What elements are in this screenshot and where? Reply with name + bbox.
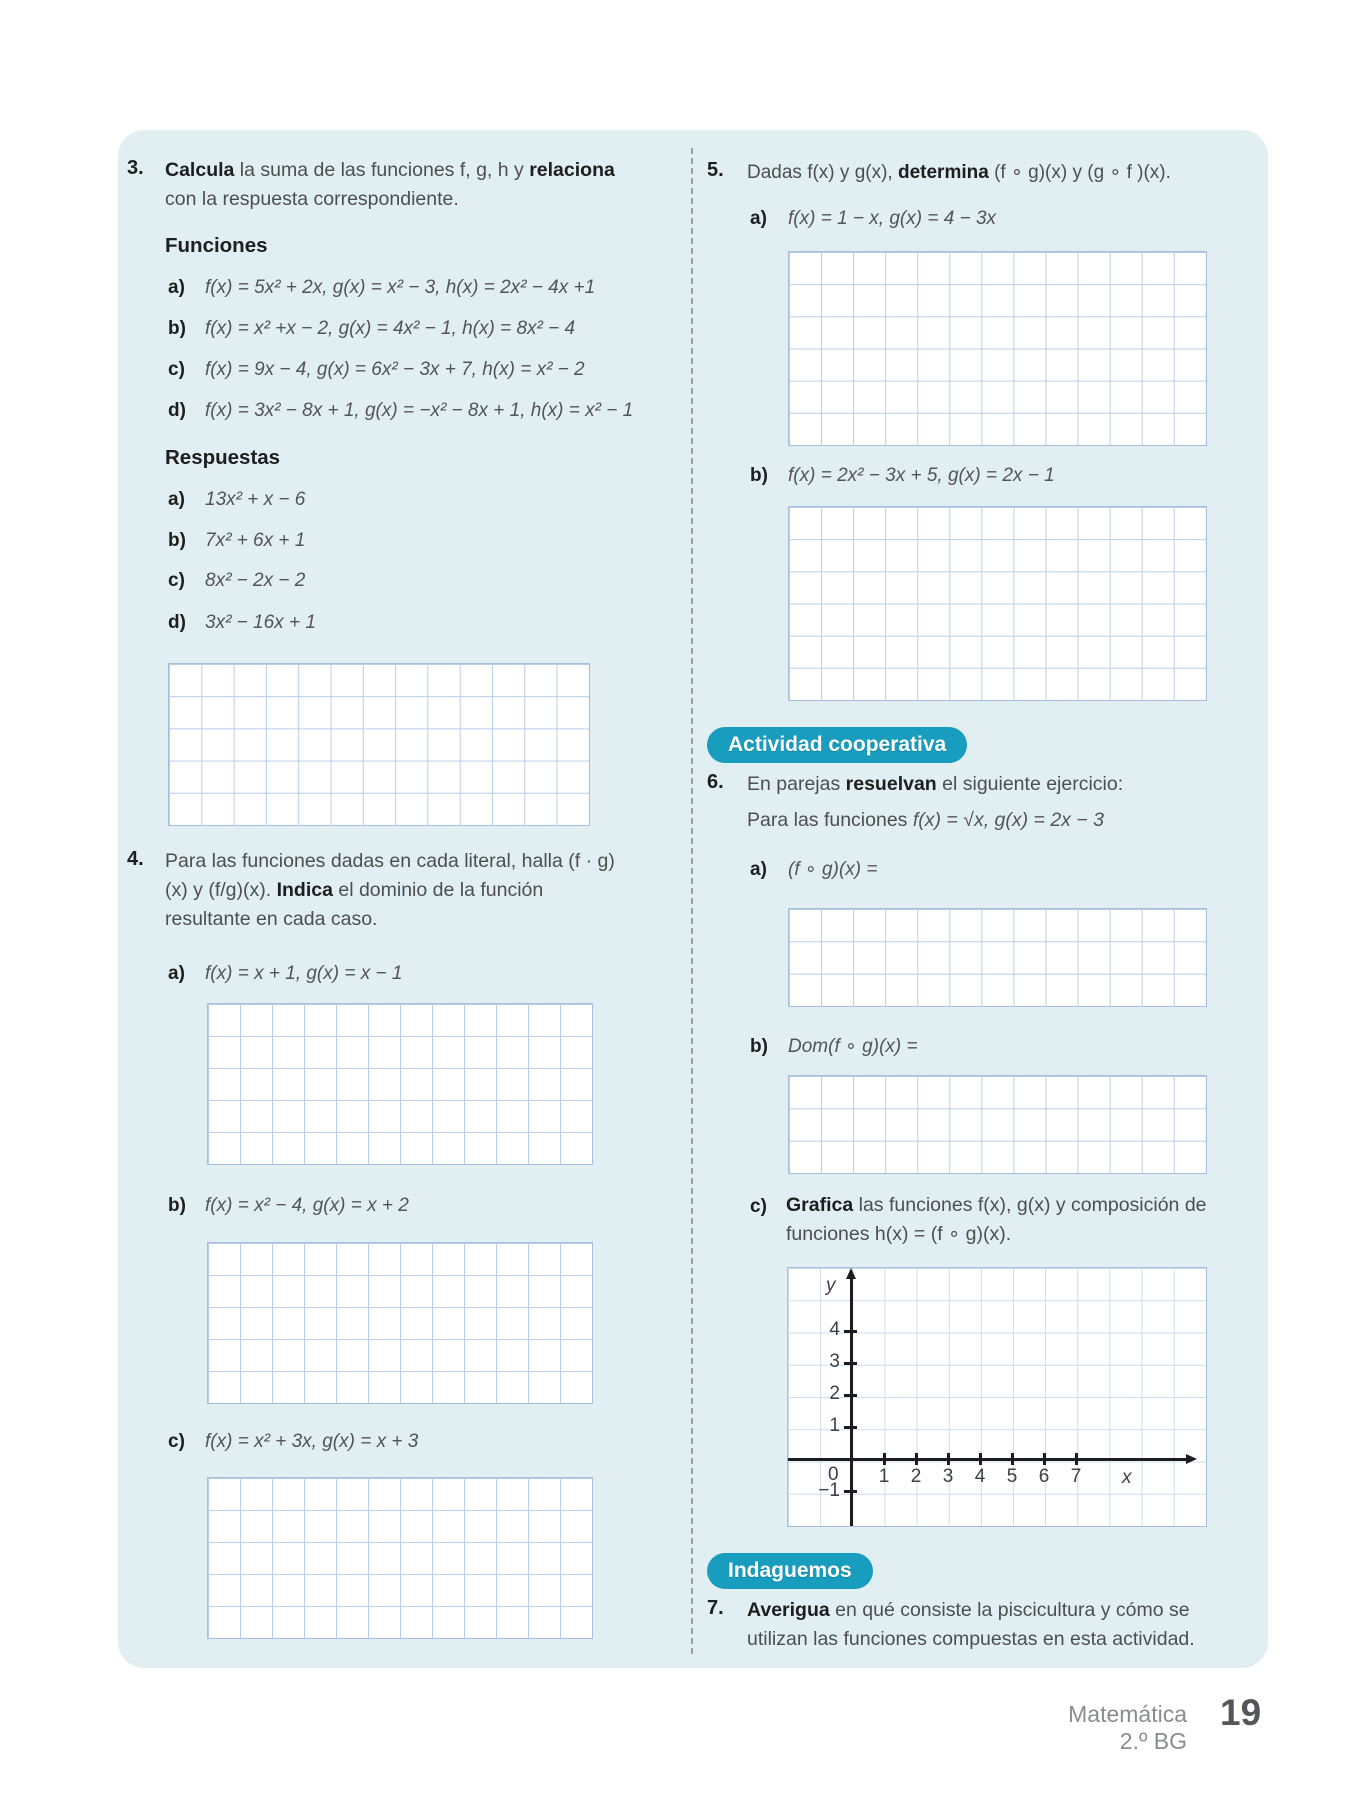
exercise-7-intro (747, 1596, 1205, 1654)
funciones-heading: Funciones (165, 234, 268, 257)
item-formula: 3x² − 16x + 1 (205, 612, 316, 633)
item-formula: f(x) = 9x − 4, g(x) = 6x² − 3x + 7, h(x) = x² − 2 (205, 359, 585, 380)
y-tick-label: 2 (829, 1383, 840, 1404)
footer-course (975, 1701, 1187, 1755)
x-tick-label: 4 (974, 1466, 986, 1487)
exercise-6-item-c (750, 1191, 1208, 1249)
item-formula: f(x) = x² + 3x, g(x) = x + 3 (205, 1431, 419, 1452)
answer-grid-ex5a (788, 251, 1207, 446)
item-formula: f(x) = 2x² − 3x + 5, g(x) = 2x − 1 (788, 465, 1055, 486)
exercise-6-item-c-text: las funciones f(x), g(x) y composición de funciones h(x) = (f ∘ g)(x). (786, 1194, 1207, 1245)
y-tick-label: 3 (829, 1351, 840, 1372)
exercise-5-item-a (750, 208, 996, 230)
y-tick (844, 1394, 857, 1397)
item-label: d) (168, 400, 186, 421)
y-tick-label: 4 (829, 1319, 840, 1340)
indaguemos-badge: Indaguemos (707, 1553, 873, 1589)
exercise-6-line2-formula: f(x) = √x, g(x) = 2x − 3 (912, 809, 1104, 831)
answer-grid-ex4c (207, 1477, 593, 1639)
x-tick (947, 1453, 950, 1465)
answer-grid-ex6b (788, 1075, 1207, 1174)
footer-course-grade: 2.º BG (1119, 1728, 1187, 1754)
item-label: c) (750, 1196, 767, 1217)
item-label: a) (750, 208, 767, 229)
footer-course-name: Matemática (1068, 1701, 1187, 1727)
exercise-4-intro (165, 847, 615, 934)
x-tick-label: 5 (1006, 1466, 1018, 1487)
origin-label: 0 (828, 1464, 839, 1485)
exercise-3-intro-text-2: con la respuesta correspondiente. (165, 188, 459, 210)
x-tick-label: 7 (1070, 1466, 1082, 1487)
item-label: b) (168, 530, 186, 551)
item-label: a) (168, 489, 185, 510)
item-formula: Dom(f ∘ g)(x) = (788, 1036, 918, 1057)
item-formula: f(x) = x + 1, g(x) = x − 1 (205, 963, 403, 984)
y-axis (850, 1276, 853, 1526)
x-tick (979, 1453, 982, 1465)
y-tick-neg (844, 1490, 857, 1493)
exercise-3-intro-text-1: la suma de las funciones f, g, h y (234, 159, 530, 181)
item-label: d) (168, 612, 186, 633)
exercise-5-intro-bold-1: determina (897, 162, 989, 183)
x-tick-label: 2 (910, 1466, 922, 1487)
exercise-6-item-b (750, 1035, 918, 1058)
item-label: a) (168, 277, 185, 298)
column-divider (691, 148, 693, 1654)
exercise-3-intro (165, 156, 615, 214)
exercise-6-item-c-bold: Grafica (786, 1194, 854, 1216)
x-axis (788, 1458, 1188, 1461)
item-formula: f(x) = x² +x − 2, g(x) = 4x² − 1, h(x) = 8x² − 4 (205, 318, 576, 339)
x-tick (1075, 1453, 1078, 1465)
x-axis-label: x (1122, 1467, 1132, 1488)
exercise-6-intro-bold-1: resuelvan (845, 773, 937, 795)
exercise-5-intro (747, 158, 1171, 187)
item-formula: 7x² + 6x + 1 (205, 530, 306, 551)
respuesta-item-d (168, 612, 316, 634)
exercise-4-intro-bold-1: Indica (276, 879, 333, 901)
answer-grid-ex4a (207, 1003, 593, 1165)
y-tick (844, 1330, 857, 1333)
y-tick-label: 1 (829, 1415, 840, 1436)
y-tick (844, 1426, 857, 1429)
item-label: c) (168, 570, 185, 591)
item-formula: f(x) = x² − 4, g(x) = x + 2 (205, 1195, 409, 1216)
x-tick (1011, 1453, 1014, 1465)
exercise-6-intro (747, 770, 1123, 799)
funcion-item-b (168, 318, 575, 340)
answer-grid-ex3 (168, 663, 590, 826)
item-label: b) (168, 1195, 186, 1216)
item-formula: f(x) = 5x² + 2x, g(x) = x² − 3, h(x) = 2x² − 4x +1 (205, 277, 596, 298)
exercise-3-intro-bold-2: relaciona (529, 159, 615, 181)
respuesta-item-b (168, 530, 305, 552)
item-formula: (f ∘ g)(x) = (788, 859, 878, 880)
item-label: b) (750, 1036, 768, 1057)
exercise-3-number: 3. (127, 157, 144, 179)
exercise-7-intro-text: en qué consiste la piscicultura y cómo se utilizan las funciones compuestas en esta actividad. (747, 1599, 1195, 1650)
x-tick (883, 1453, 886, 1465)
item-label: c) (168, 359, 185, 380)
item-label: b) (750, 465, 768, 486)
respuestas-heading: Respuestas (165, 446, 281, 469)
answer-grid-ex5b (788, 506, 1207, 701)
exercise-6-number: 6. (707, 771, 724, 793)
item-formula: f(x) = 3x² − 8x + 1, g(x) = −x² − 8x + 1, h(x) = x² − 1 (205, 400, 634, 421)
respuesta-item-c (168, 570, 305, 592)
funcion-item-d (168, 400, 633, 422)
item-label: c) (168, 1431, 185, 1452)
exercise-4-item-b (168, 1195, 409, 1217)
y-tick (844, 1362, 857, 1365)
exercise-5-number: 5. (707, 159, 724, 181)
x-tick-label: 3 (942, 1466, 954, 1487)
item-label: b) (168, 318, 186, 339)
funcion-item-a (168, 277, 595, 299)
x-tick-label: 6 (1038, 1466, 1050, 1487)
coordinate-graph (787, 1267, 1207, 1527)
x-tick (1043, 1453, 1046, 1465)
item-label: a) (168, 963, 185, 984)
item-formula: 13x² + x − 6 (205, 489, 306, 510)
answer-grid-ex4b (207, 1242, 593, 1404)
exercise-5-intro-text-1: Dadas f(x) y g(x), (747, 162, 898, 183)
exercise-6-item-a (750, 858, 877, 881)
item-label: a) (750, 859, 767, 880)
exercise-6-intro-text-2: el siguiente ejercicio: (936, 773, 1124, 795)
respuesta-item-a (168, 489, 305, 511)
exercise-5-intro-text-2: (f ∘ g)(x) y (g ∘ f )(x). (988, 162, 1171, 183)
y-axis-label: y (826, 1275, 836, 1296)
exercise-6-functions-line (747, 806, 1104, 835)
exercise-6-line2-text: Para las funciones (747, 809, 913, 831)
exercise-4-intro-text-1: Para las funciones dadas en cada literal, halla (f · g)(x) y (f/g)(x). (165, 850, 615, 901)
answer-grid-ex6a (788, 908, 1207, 1007)
exercise-5-item-b (750, 465, 1055, 487)
x-axis-arrow-icon (1186, 1454, 1197, 1464)
actividad-cooperativa-badge: Actividad cooperativa (707, 727, 967, 763)
exercise-7-number: 7. (707, 1597, 724, 1619)
x-tick (915, 1453, 918, 1465)
exercise-4-item-c (168, 1431, 418, 1453)
exercise-7-intro-bold: Averigua (747, 1599, 830, 1621)
exercise-4-number: 4. (127, 848, 144, 870)
exercise-3-intro-bold-1: Calcula (165, 159, 235, 181)
item-formula: 8x² − 2x − 2 (205, 570, 306, 591)
neg-one-label: −1 (818, 1480, 840, 1501)
item-formula: f(x) = 1 − x, g(x) = 4 − 3x (788, 208, 997, 229)
exercise-4-intro-text-2: el dominio de la función resultante en cada caso. (165, 879, 544, 930)
page-number: 19 (1220, 1692, 1262, 1733)
exercise-6-intro-text-1: En parejas (747, 773, 846, 795)
funcion-item-c (168, 359, 585, 381)
y-axis-arrow-icon (846, 1268, 856, 1279)
exercise-4-item-a (168, 963, 402, 985)
x-tick-label: 1 (878, 1466, 890, 1487)
